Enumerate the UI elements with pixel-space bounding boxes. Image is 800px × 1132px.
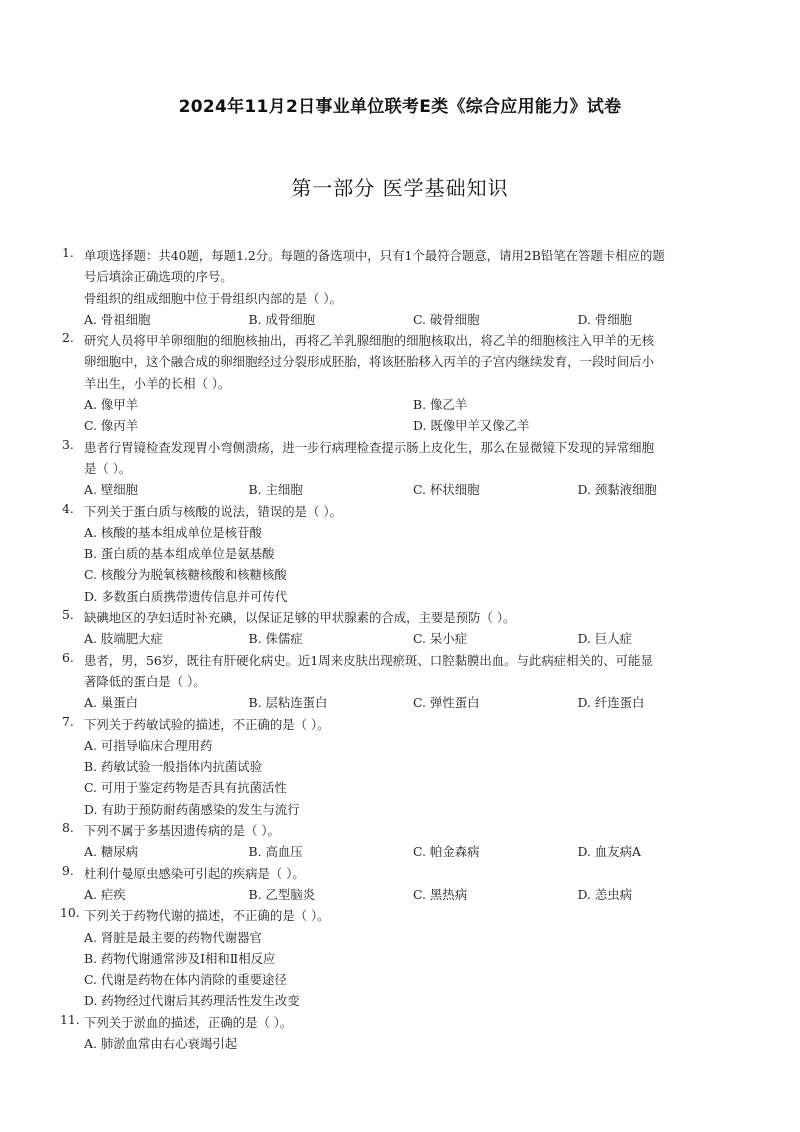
question-number: 9.: [62, 862, 74, 878]
document-title: 2024年11月2日事业单位联考E类《综合应用能力》试卷: [178, 97, 622, 117]
option-d: D. 有助于预防耐药菌感染的发生与流行: [84, 801, 300, 817]
question-text-line: 单项选择题：共40题，每题1.2分。每题的备选项中，只有1个最符合题意，请用2B铅笔在答题卡相应的题: [84, 248, 665, 263]
option-d: D. 骨细胞: [577, 311, 633, 327]
option-d: D. 血友病A: [577, 844, 641, 860]
option-d: D. 多数蛋白质携带遗传信息并可传代: [84, 588, 288, 604]
question-text-line: 下列关于淤血的描述，正确的是（ ）。: [84, 1014, 293, 1030]
question-text-line: 骨组织的组成细胞中位于骨组织内部的是（ ）。: [84, 290, 342, 306]
option-d: D. 纤连蛋白: [577, 695, 645, 711]
question-1: [62, 245, 742, 330]
question-text-line: 研究人员将甲羊卵细胞的细胞核抽出，再将乙羊乳腺细胞的细胞核取出，将乙羊的细胞核注入甲羊的无核: [84, 333, 654, 349]
question-text-line: 号后填涂正确选项的序号。: [84, 269, 233, 285]
option-b: B. 高血压: [248, 844, 303, 860]
option-row: [84, 309, 742, 330]
option-a: A. 肾脏是最主要的药物代谢器官: [84, 929, 262, 945]
question-text-line: 下列关于药敏试验的描述，不正确的是（ ）。: [84, 716, 330, 732]
question-text-line: 著降低的蛋白是（ ）。: [84, 673, 206, 689]
question-3: [62, 437, 742, 501]
option-d: D. 颈黏液细胞: [577, 482, 657, 498]
option-b: B. 药物代谢通常涉及Ⅰ相和Ⅱ相反应: [84, 950, 276, 966]
question-number: 8.: [62, 820, 74, 836]
option-a: A. 肺淤血常由右心衰竭引起: [84, 1035, 238, 1051]
question-10: [62, 905, 742, 1011]
option-d: D. 恙虫病: [577, 886, 633, 902]
question-number: 5.: [62, 607, 74, 623]
question-9: [62, 863, 742, 906]
question-number: 7.: [62, 713, 74, 729]
question-text-line: 下列不属于多基因遗传病的是（ ）。: [84, 823, 280, 839]
question-7: [62, 714, 742, 820]
option-b: B. 层粘连蛋白: [248, 695, 328, 711]
option-b: B. 蛋白质的基本组成单位是氨基酸: [84, 546, 275, 562]
question-number: 4.: [62, 500, 74, 516]
option-row: [84, 415, 742, 436]
question-8: [62, 820, 742, 863]
question-text-line: 是（ ）。: [84, 460, 132, 476]
question-number: 3.: [62, 436, 74, 452]
option-b: B. 成骨细胞: [248, 311, 316, 327]
option-row: [84, 394, 742, 415]
option-a: A. 糖尿病: [84, 844, 138, 860]
option-c: C. 代谢是药物在体内消除的重要途径: [84, 972, 287, 988]
option-a: A. 可指导临床合理用药: [84, 737, 213, 753]
question-number: 11.: [60, 1011, 80, 1027]
option-b: B. 主细胞: [248, 482, 303, 498]
section-title: 第一部分 医学基础知识: [291, 176, 509, 200]
option-row: [84, 884, 742, 905]
question-text-line: 杜利什曼原虫感染可引起的疾病是（ ）。: [84, 865, 305, 881]
option-c: C. 核酸分为脱氧核糖核酸和核糖核酸: [84, 567, 287, 583]
option-row: [84, 841, 742, 862]
option-a: A. 骨祖细胞: [84, 311, 151, 327]
question-number: 6.: [62, 649, 74, 665]
option-c: C. 弹性蛋白: [413, 695, 480, 711]
option-d: D. 药物经过代谢后其药理活性发生改变: [84, 993, 300, 1009]
question-number: 1.: [62, 245, 74, 260]
option-c: C. 黑热病: [413, 886, 468, 902]
option-c: C. 破骨细胞: [413, 311, 480, 327]
option-c: C. 呆小症: [413, 631, 468, 647]
option-c: C. 像丙羊: [84, 418, 139, 434]
option-a: A. 疟疾: [84, 886, 126, 902]
option-c: C. 帕金森病: [413, 844, 480, 860]
question-text-line: 缺碘地区的孕妇适时补充碘，以保证足够的甲状腺素的合成，主要是预防（ ）。: [84, 610, 516, 626]
question-text-line: 患者行胃镜检查发现胃小弯侧溃疡，进一步行病理检查提示肠上皮化生，那么在显微镜下发现的异常细胞: [84, 439, 654, 455]
question-11: [62, 1012, 742, 1055]
option-b: B. 侏儒症: [248, 631, 303, 647]
option-b: B. 药敏试验一般指体内抗菌试验: [84, 759, 263, 775]
question-text-line: 下列关于药物代谢的描述，不正确的是（ ）。: [84, 908, 330, 924]
option-a: A. 核酸的基本组成单位是核苷酸: [84, 524, 262, 540]
question-text-line: 下列关于蛋白质与核酸的说法，错误的是（ ）。: [84, 503, 342, 519]
option-a: A. 壁细胞: [84, 482, 138, 498]
option-a: A. 巢蛋白: [84, 695, 138, 711]
option-a: A. 肢端肥大症: [84, 631, 163, 647]
question-6: [62, 650, 742, 714]
question-list: [62, 245, 742, 1054]
question-number: 10.: [60, 905, 80, 921]
question-2: [62, 330, 742, 436]
question-number: 2.: [62, 330, 74, 346]
question-text-line: 患者，男，56岁，既往有肝硬化病史。近1周来皮肤出现瘀斑、口腔黏膜出血。与此病症相关的、可能显: [84, 652, 653, 668]
option-d: D. 巨人症: [577, 631, 633, 647]
option-b: B. 乙型脑炎: [248, 886, 316, 902]
option-row: [84, 628, 742, 649]
option-d: D. 既像甲羊又像乙羊: [413, 418, 530, 434]
question-text-line: 卵细胞中，这个融合成的卵细胞经过分裂形成胚胎，将该胚胎移入丙羊的子宫内继续发育，一段时间后小: [84, 354, 654, 370]
question-text-line: 羊出生，小羊的长相（ ）。: [84, 375, 231, 391]
option-a: A. 像甲羊: [84, 397, 138, 413]
option-row: [84, 692, 742, 713]
question-4: [62, 501, 742, 607]
option-c: C. 可用于鉴定药物是否具有抗菌活性: [84, 780, 287, 796]
question-5: [62, 607, 742, 650]
option-c: C. 杯状细胞: [413, 482, 480, 498]
option-row: [84, 479, 742, 500]
option-b: B. 像乙羊: [413, 397, 468, 413]
